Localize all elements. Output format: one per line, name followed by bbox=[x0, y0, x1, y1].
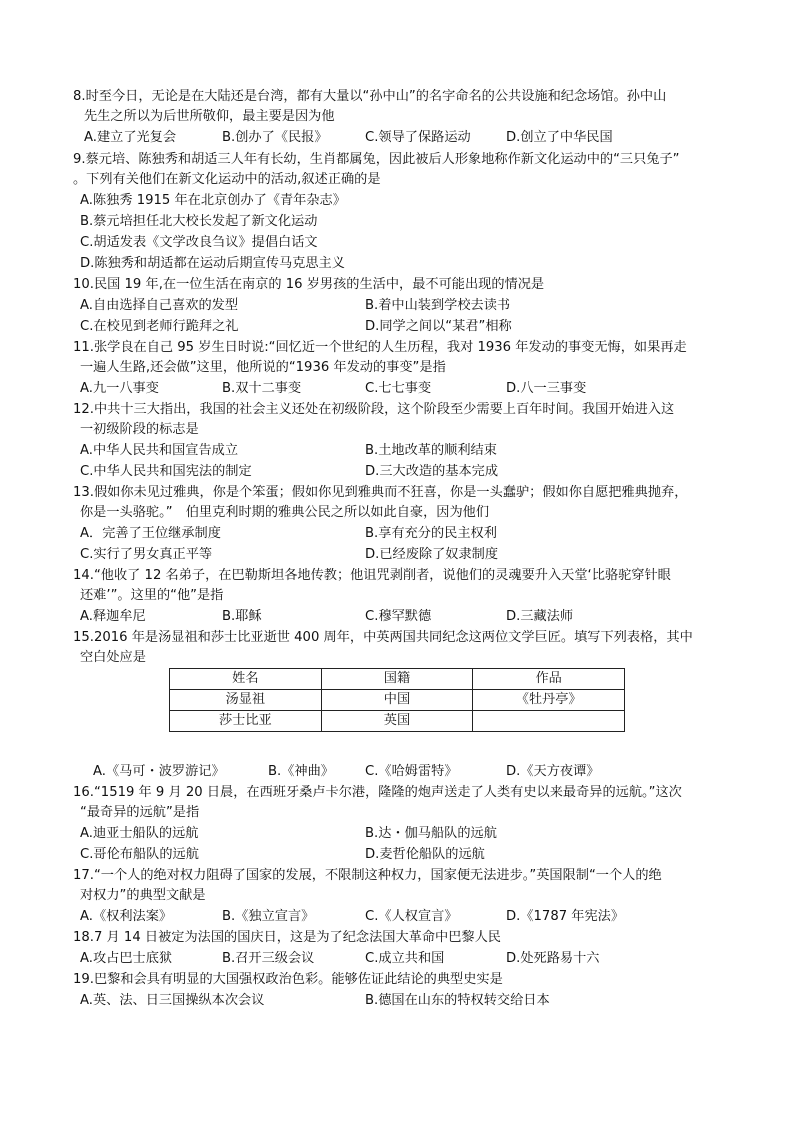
question-18-option-c[interactable]: C.成立共和国 bbox=[365, 951, 445, 966]
question-11-stem-line-1: 11.张学良在自己 95 岁生日时说:“回忆近一个世纪的人生历程，我对 1936 年发动的事变无悔，如果再走 bbox=[73, 340, 687, 355]
table-cell: 汤显祖 bbox=[170, 690, 322, 711]
table-header-cell: 姓名 bbox=[170, 669, 322, 690]
question-15-option-c[interactable]: C.《哈姆雷特》 bbox=[365, 764, 458, 779]
table-cell-blank bbox=[473, 711, 625, 732]
question-10-stem: 10.民国 19 年,在一位生活在南京的 16 岁男孩的生活中，最不可能出现的情况是 bbox=[73, 277, 545, 292]
question-18-stem: 18.7 月 14 日被定为法国的国庆日，这是为了纪念法国大革命中巴黎人民 bbox=[73, 930, 501, 945]
question-11-option-d[interactable]: D.八一三事变 bbox=[506, 381, 587, 396]
question-14-stem-line-2: 还难’”。这里的“他”是指 bbox=[80, 588, 224, 603]
question-15-stem-line-2: 空白处应是 bbox=[80, 650, 146, 665]
question-16-option-a[interactable]: A.迪亚士船队的远航 bbox=[80, 826, 199, 841]
question-9-stem-line-2: 。下列有关他们在新文化运动中的活动,叙述正确的是 bbox=[73, 172, 381, 187]
question-19-option-b[interactable]: B.德国在山东的特权转交给日本 bbox=[365, 993, 550, 1008]
table-cell: 莎士比亚 bbox=[170, 711, 322, 732]
question-15-stem-line-1: 15.2016 年是汤显祖和莎士比亚逝世 400 周年，中英两国共同纪念这两位文学巨匠。填写下列表格，其中 bbox=[73, 630, 693, 645]
question-13-option-d[interactable]: D.已经废除了奴隶制度 bbox=[365, 547, 499, 562]
question-18-option-d[interactable]: D.处死路易十六 bbox=[506, 951, 600, 966]
question-10-option-c[interactable]: C.在校见到老师行跪拜之礼 bbox=[80, 319, 239, 334]
question-15-option-d[interactable]: D.《天方夜谭》 bbox=[506, 764, 600, 779]
question-8-option-d[interactable]: D.创立了中华民国 bbox=[506, 130, 613, 145]
question-13-stem-line-2: 你是一头骆驼。” 伯里克利时期的雅典公民之所以如此自豪，因为他们 bbox=[80, 505, 490, 520]
question-16-stem-line-1: 16.“1519 年 9 月 20 日晨，在西班牙桑卢卡尔港，隆隆的炮声送走了人类有史以来最奇异的远航。”这次 bbox=[73, 785, 682, 800]
question-8-stem-line-1: 8.时至今日，无论是在大陆还是台湾，都有大量以“孙中山”的名字命名的公共设施和纪念场馆。孙中山 bbox=[73, 89, 667, 104]
question-12-stem-line-1: 12.中共十三大指出，我国的社会主义还处在初级阶段，这个阶段至少需要上百年时间。我国开始进入这 bbox=[73, 402, 675, 417]
question-19-option-a[interactable]: A.英、法、日三国操纵本次会议 bbox=[80, 993, 265, 1008]
question-9-option-c[interactable]: C.胡适发表《文学改良刍议》提倡白话文 bbox=[80, 235, 318, 250]
question-8-option-a[interactable]: A.建立了光复会 bbox=[84, 130, 177, 145]
table-cell: 中国 bbox=[321, 690, 473, 711]
question-17-option-c[interactable]: C.《人权宣言》 bbox=[365, 909, 458, 924]
question-16-option-b[interactable]: B.达・伽马船队的远航 bbox=[365, 826, 497, 841]
table-row bbox=[170, 711, 625, 732]
question-14-option-a[interactable]: A.释迦牟尼 bbox=[80, 609, 146, 624]
table-header-cell: 国籍 bbox=[321, 669, 473, 690]
question-11-stem-line-2: 一遍人生路,还会做”这里，他所说的“1936 年发动的事变”是指 bbox=[80, 360, 446, 375]
question-13-option-a[interactable]: A．完善了王位继承制度 bbox=[80, 526, 221, 541]
question-13-stem-line-1: 13.假如你未见过雅典，你是个笨蛋；假如你见到雅典而不狂喜，你是一头蠢驴；假如你自愿把雅典抛弃， bbox=[73, 485, 688, 500]
question-15-option-a[interactable]: A.《马可・波罗游记》 bbox=[93, 764, 225, 779]
question-16-option-c[interactable]: C.哥伦布船队的远航 bbox=[80, 847, 199, 862]
question-16-option-d[interactable]: D.麦哲伦船队的远航 bbox=[365, 847, 485, 862]
question-12-option-d[interactable]: D.三大改造的基本完成 bbox=[365, 464, 499, 479]
question-11-option-c[interactable]: C.七七事变 bbox=[365, 381, 432, 396]
question-10-option-b[interactable]: B.着中山装到学校去读书 bbox=[365, 298, 511, 313]
table-cell: 《牡丹亭》 bbox=[473, 690, 625, 711]
question-18-option-b[interactable]: B.召开三级会议 bbox=[222, 951, 315, 966]
question-12-option-a[interactable]: A.中华人民共和国宣告成立 bbox=[80, 443, 239, 458]
question-11-option-a[interactable]: A.九一八事变 bbox=[80, 381, 159, 396]
question-17-stem-line-2: 对权力”的典型文献是 bbox=[80, 888, 206, 903]
question-8-option-c[interactable]: C.领导了保路运动 bbox=[365, 130, 471, 145]
writers-table bbox=[169, 668, 625, 732]
question-9-option-b[interactable]: B.蔡元培担任北大校长发起了新文化运动 bbox=[80, 214, 318, 229]
question-18-option-a[interactable]: A.攻占巴士底狱 bbox=[80, 951, 173, 966]
table-cell: 英国 bbox=[321, 711, 473, 732]
question-9-option-a[interactable]: A.陈独秀 1915 年在北京创办了《青年杂志》 bbox=[80, 193, 346, 208]
question-17-option-a[interactable]: A.《权利法案》 bbox=[80, 909, 173, 924]
question-10-option-d[interactable]: D.同学之间以“某君”相称 bbox=[365, 319, 512, 334]
question-17-stem-line-1: 17.“一个人的绝对权力阻碍了国家的发展，不限制这种权力，国家便无法进步。”英国限制“一个人的绝 bbox=[73, 868, 662, 883]
question-17-option-b[interactable]: B.《独立宣言》 bbox=[222, 909, 315, 924]
question-19-stem: 19.巴黎和会具有明显的大国强权政治色彩。能够佐证此结论的典型史实是 bbox=[73, 972, 503, 987]
question-12-option-c[interactable]: C.中华人民共和国宪法的制定 bbox=[80, 464, 252, 479]
table-header-row bbox=[170, 669, 625, 690]
question-10-option-a[interactable]: A.自由选择自己喜欢的发型 bbox=[80, 298, 239, 313]
question-17-option-d[interactable]: D.《1787 年宪法》 bbox=[506, 909, 625, 924]
question-8-option-b[interactable]: B.创办了《民报》 bbox=[222, 130, 328, 145]
question-13-option-b[interactable]: B.享有充分的民主权利 bbox=[365, 526, 497, 541]
question-12-option-b[interactable]: B.土地改革的顺利结束 bbox=[365, 443, 497, 458]
question-12-stem-line-2: 一初级阶段的标志是 bbox=[80, 422, 199, 437]
question-13-option-c[interactable]: C.实行了男女真正平等 bbox=[80, 547, 213, 562]
question-14-option-c[interactable]: C.穆罕默德 bbox=[365, 609, 432, 624]
question-9-stem-line-1: 9.蔡元培、陈独秀和胡适三人年有长幼，生肖都属兔，因此被后人形象地称作新文化运动中的“三只兔子” bbox=[73, 152, 680, 167]
question-14-option-b[interactable]: B.耶稣 bbox=[222, 609, 262, 624]
question-15-option-b[interactable]: B.《神曲》 bbox=[268, 764, 334, 779]
question-8-stem-line-2: 先生之所以为后世所敬仰，最主要是因为他 bbox=[84, 109, 335, 124]
question-16-stem-line-2: “最奇异的远航”是指 bbox=[80, 805, 200, 820]
question-9-option-d[interactable]: D.陈独秀和胡适都在运动后期宣传马克思主义 bbox=[80, 256, 345, 271]
table-header-cell: 作品 bbox=[473, 669, 625, 690]
table-row bbox=[170, 690, 625, 711]
question-14-option-d[interactable]: D.三藏法师 bbox=[506, 609, 574, 624]
question-11-option-b[interactable]: B.双十二事变 bbox=[222, 381, 302, 396]
question-14-stem-line-1: 14.“他收了 12 名弟子，在巴勒斯坦各地传教；他诅咒剥削者，说他们的灵魂要升入天堂‘比骆驼穿针眼 bbox=[73, 568, 671, 583]
